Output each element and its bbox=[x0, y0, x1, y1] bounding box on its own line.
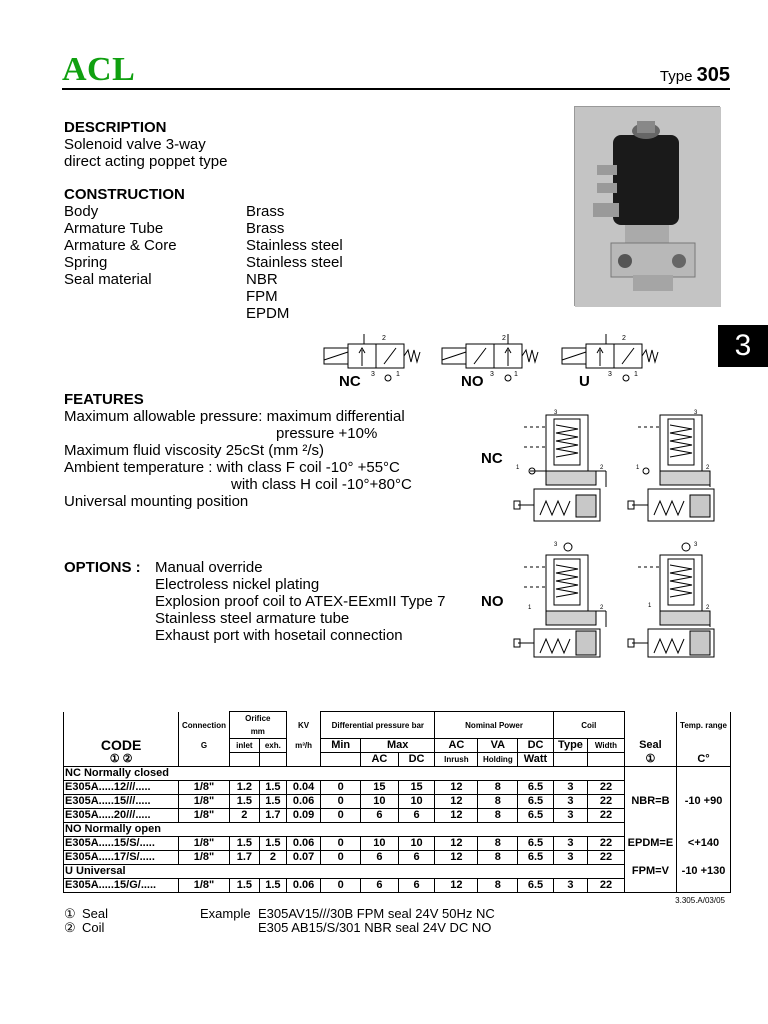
table-cell: 1/8" bbox=[179, 837, 230, 851]
table-group-title: U Universal bbox=[64, 865, 625, 879]
description-line: Solenoid valve 3-way bbox=[64, 136, 206, 153]
table-cell: 10 bbox=[398, 795, 435, 809]
table-cell: 0 bbox=[321, 837, 361, 851]
option-line: Exhaust port with hosetail connection bbox=[155, 627, 403, 644]
feature-line: Ambient temperature : with class F coil -10° +55°C bbox=[64, 459, 400, 476]
table-cell: 8 bbox=[478, 837, 518, 851]
port-label: 1 bbox=[514, 371, 518, 378]
port-label: 3 bbox=[694, 410, 698, 416]
table-cell: 12 bbox=[435, 851, 478, 865]
port-label: 1 bbox=[396, 371, 400, 378]
port-label: 1 bbox=[528, 605, 532, 611]
section-tab: 3 bbox=[718, 325, 768, 367]
table-group-row bbox=[64, 767, 731, 781]
footnote-example-title bbox=[200, 921, 258, 935]
code-cell: E305A.....17/S/..... bbox=[64, 851, 179, 865]
table-cell: NBR=B bbox=[624, 795, 676, 809]
table-header-cell bbox=[229, 753, 259, 767]
option-line: Stainless steel armature tube bbox=[155, 610, 350, 627]
table-cell bbox=[624, 823, 676, 837]
option-line: Explosion proof coil to ATEX-EExmII Type 7 bbox=[155, 593, 446, 610]
table-cell: 1.5 bbox=[229, 795, 259, 809]
table-cell bbox=[624, 781, 676, 795]
table-cell: <+140 bbox=[677, 837, 731, 851]
table-cell: 1.5 bbox=[229, 879, 259, 893]
code-cell: E305A.....12///..... bbox=[64, 781, 179, 795]
code-cell: E305A.....15/G/..... bbox=[64, 879, 179, 893]
port-label: 2 bbox=[600, 465, 604, 471]
table-cell: 0 bbox=[321, 795, 361, 809]
port-label: 3 bbox=[490, 371, 494, 378]
table-cell: 2 bbox=[229, 809, 259, 823]
table-cell bbox=[677, 809, 731, 823]
part-material: Stainless steel bbox=[246, 237, 343, 254]
table-cell: 8 bbox=[478, 809, 518, 823]
table-cell: 0.04 bbox=[286, 781, 320, 795]
part-material: NBR bbox=[246, 271, 278, 288]
feature-line: Universal mounting position bbox=[64, 493, 249, 510]
table-cell: 15 bbox=[398, 781, 435, 795]
table-header-cell: DC bbox=[518, 739, 554, 753]
table-cell: 3 bbox=[553, 879, 587, 893]
table-cell: 0 bbox=[321, 809, 361, 823]
symbol-no bbox=[442, 334, 538, 368]
table-header-cell bbox=[259, 753, 286, 767]
footnote-example: E305AV15///30B FPM seal 24V 50Hz NC bbox=[258, 906, 495, 921]
table-header-cell: Min bbox=[321, 739, 361, 753]
footnotes bbox=[64, 907, 564, 935]
table-header-cell: ① ② bbox=[64, 753, 179, 767]
table-cell: 3 bbox=[553, 837, 587, 851]
footnote-label: Coil bbox=[82, 920, 105, 935]
table-cell bbox=[624, 879, 676, 893]
table-cell: 8 bbox=[478, 851, 518, 865]
table-cell: 8 bbox=[478, 781, 518, 795]
table-cell: 0.06 bbox=[286, 837, 320, 851]
option-line: Electroless nickel plating bbox=[155, 576, 320, 593]
header-rule bbox=[62, 88, 730, 90]
symbol-nc bbox=[324, 334, 420, 368]
table-header-cell: Width bbox=[588, 739, 625, 753]
table-cell: 6.5 bbox=[518, 879, 554, 893]
diagram-label-nc: NC bbox=[481, 450, 503, 467]
diagram-nc-2 bbox=[628, 415, 714, 521]
port-label: 1 bbox=[634, 371, 638, 378]
feature-line: pressure +10% bbox=[276, 425, 378, 442]
footnote-example: E305 AB15/S/301 NBR seal 24V DC NO bbox=[258, 920, 492, 935]
code-table bbox=[63, 711, 731, 893]
table-group-row bbox=[64, 823, 731, 837]
part-name bbox=[64, 288, 246, 305]
construction-section bbox=[64, 186, 384, 322]
table-row bbox=[64, 851, 731, 865]
table-cell: 6 bbox=[361, 851, 399, 865]
part-material: EPDM bbox=[246, 305, 290, 322]
table-header-cell: inlet bbox=[229, 739, 259, 753]
table-header-cell: Coil bbox=[553, 712, 624, 739]
footnote-mark: ① bbox=[64, 906, 76, 921]
table-cell: 12 bbox=[435, 837, 478, 851]
part-name: Armature Tube bbox=[64, 220, 164, 237]
table-header-cell bbox=[553, 753, 587, 767]
table-cell: 1.5 bbox=[259, 781, 286, 795]
table-header-cell: DC bbox=[398, 753, 435, 767]
table-cell: 6 bbox=[398, 879, 435, 893]
table-header-cell bbox=[64, 712, 179, 739]
port-label: 2 bbox=[502, 335, 506, 342]
table-cell: 12 bbox=[435, 781, 478, 795]
footnote-example-title: Example bbox=[200, 906, 251, 921]
port-label: 2 bbox=[382, 335, 386, 342]
table-cell: EPDM=E bbox=[624, 837, 676, 851]
construction-row bbox=[64, 305, 384, 322]
port-label: 1 bbox=[516, 465, 520, 471]
port-label: 1 bbox=[636, 465, 640, 471]
part-material: Stainless steel bbox=[246, 254, 343, 271]
port-label: 2 bbox=[706, 605, 710, 611]
cross-section-diagrams bbox=[510, 405, 720, 680]
table-cell: 6 bbox=[361, 879, 399, 893]
options-section bbox=[64, 559, 484, 644]
table-header-cell: Watt bbox=[518, 753, 554, 767]
table-cell bbox=[677, 879, 731, 893]
table-header-cell: exh. bbox=[259, 739, 286, 753]
table-cell bbox=[624, 767, 676, 781]
options-list bbox=[155, 559, 445, 644]
table-cell: 1.7 bbox=[259, 809, 286, 823]
port-label: 2 bbox=[600, 605, 604, 611]
table-group-row bbox=[64, 865, 731, 879]
table-header-cell: AC bbox=[361, 753, 399, 767]
table-cell bbox=[624, 809, 676, 823]
table-cell: 12 bbox=[435, 879, 478, 893]
table-header-cell: ① bbox=[624, 753, 676, 767]
table-header-cell: G bbox=[179, 739, 230, 753]
part-name: Body bbox=[64, 203, 99, 220]
table-header-cell: Connection bbox=[179, 712, 230, 739]
table-cell: 1/8" bbox=[179, 809, 230, 823]
table-cell: 2 bbox=[259, 851, 286, 865]
code-cell: E305A.....15///..... bbox=[64, 795, 179, 809]
table-cell: 15 bbox=[361, 781, 399, 795]
table-row bbox=[64, 879, 731, 893]
construction-row bbox=[64, 271, 384, 288]
table-cell: 3 bbox=[553, 781, 587, 795]
valve-symbols bbox=[318, 330, 670, 392]
table-cell: 10 bbox=[361, 795, 399, 809]
table-header-cell: Temp. range bbox=[677, 712, 731, 739]
footnote-mark: ② bbox=[64, 920, 76, 935]
table-cell: 10 bbox=[398, 837, 435, 851]
table-cell: 6.5 bbox=[518, 781, 554, 795]
table-header-cell: Inrush bbox=[435, 753, 478, 767]
options-title: OPTIONS : bbox=[64, 559, 141, 576]
table-header-cell: Seal bbox=[624, 739, 676, 753]
table-row bbox=[64, 809, 731, 823]
features-section bbox=[64, 391, 474, 510]
footnote-row bbox=[64, 921, 564, 935]
diagram-label-no: NO bbox=[481, 593, 504, 610]
part-name: Seal material bbox=[64, 271, 152, 288]
table-cell: 0.07 bbox=[286, 851, 320, 865]
table-header-cell bbox=[624, 712, 676, 739]
table-header-cell: VA bbox=[478, 739, 518, 753]
port-label: 2 bbox=[622, 335, 626, 342]
table-row bbox=[64, 781, 731, 795]
part-name: Armature & Core bbox=[64, 237, 177, 254]
solenoid-valve-image bbox=[575, 107, 721, 307]
table-header-cell bbox=[677, 739, 731, 753]
code-cell: E305A.....15/S/..... bbox=[64, 837, 179, 851]
construction-title: CONSTRUCTION bbox=[64, 186, 185, 203]
type-number: 305 bbox=[696, 64, 730, 86]
table-header-cell bbox=[321, 753, 361, 767]
table-cell: 3 bbox=[553, 851, 587, 865]
part-material: Brass bbox=[246, 203, 285, 220]
table-cell: -10 +130 bbox=[677, 865, 731, 879]
document-reference: 3.305.A/03/05 bbox=[675, 896, 725, 905]
table-row bbox=[64, 795, 731, 809]
table-header-cell: KV bbox=[286, 712, 320, 739]
table-cell: 8 bbox=[478, 879, 518, 893]
table-cell: 1.2 bbox=[229, 781, 259, 795]
construction-row bbox=[64, 288, 384, 305]
description-line: direct acting poppet type bbox=[64, 153, 228, 170]
table-cell: 0 bbox=[321, 781, 361, 795]
table-cell: 12 bbox=[435, 809, 478, 823]
table-cell: 1.5 bbox=[259, 837, 286, 851]
table-cell: 6 bbox=[361, 809, 399, 823]
table-cell: 6.5 bbox=[518, 809, 554, 823]
construction-row bbox=[64, 254, 384, 271]
part-name: Spring bbox=[64, 254, 108, 271]
table-cell: 3 bbox=[553, 795, 587, 809]
symbol-u bbox=[562, 334, 658, 368]
port-label: 3 bbox=[554, 410, 558, 416]
table-cell: 22 bbox=[588, 879, 625, 893]
table-cell: FPM=V bbox=[624, 865, 676, 879]
table-cell: 8 bbox=[478, 795, 518, 809]
construction-list bbox=[64, 203, 384, 322]
table-cell: 22 bbox=[588, 795, 625, 809]
features-title: FEATURES bbox=[64, 391, 144, 408]
symbol-label-no: NO bbox=[461, 373, 484, 390]
product-photo bbox=[574, 106, 720, 306]
option-line: Manual override bbox=[155, 559, 263, 576]
port-label: 3 bbox=[694, 542, 698, 548]
table-cell: 1/8" bbox=[179, 781, 230, 795]
table-cell: 0 bbox=[321, 879, 361, 893]
port-label: 3 bbox=[608, 371, 612, 378]
table-cell: 10 bbox=[361, 837, 399, 851]
port-label: 3 bbox=[371, 371, 375, 378]
table-cell: 1.5 bbox=[259, 795, 286, 809]
table-cell: 6.5 bbox=[518, 837, 554, 851]
construction-row bbox=[64, 237, 384, 254]
table-cell bbox=[677, 851, 731, 865]
table-header-cell: Holding bbox=[478, 753, 518, 767]
table-header-cell: Max bbox=[361, 739, 435, 753]
brand-logo: ACL bbox=[62, 51, 136, 88]
table-cell: 1/8" bbox=[179, 879, 230, 893]
table-cell: 1.5 bbox=[229, 837, 259, 851]
table-header-cell: m³/h bbox=[286, 739, 320, 753]
symbol-label-u: U bbox=[579, 373, 590, 390]
symbol-label-nc: NC bbox=[339, 373, 361, 390]
table-cell: 6.5 bbox=[518, 795, 554, 809]
part-name bbox=[64, 305, 246, 322]
table-header-cell: Differential pressure bar bbox=[321, 712, 435, 739]
table-cell: 22 bbox=[588, 809, 625, 823]
table-header-cell: AC bbox=[435, 739, 478, 753]
table-cell: 6 bbox=[398, 851, 435, 865]
table-header-code: CODE bbox=[64, 739, 179, 753]
table-cell: 0.09 bbox=[286, 809, 320, 823]
table-header-cell: Orifice mm bbox=[229, 712, 286, 739]
table-cell bbox=[677, 781, 731, 795]
table-cell: 22 bbox=[588, 781, 625, 795]
table-cell: 22 bbox=[588, 851, 625, 865]
diagram-nc-1 bbox=[514, 415, 606, 521]
port-label: 1 bbox=[648, 603, 652, 609]
table-cell: 12 bbox=[435, 795, 478, 809]
table-header-cell: Nominal Power bbox=[435, 712, 553, 739]
description-section bbox=[64, 119, 227, 170]
table-cell bbox=[677, 823, 731, 837]
diagram-no-2 bbox=[628, 543, 714, 657]
table-header-cell: C° bbox=[677, 753, 731, 767]
table-cell: 1.7 bbox=[229, 851, 259, 865]
product-type bbox=[660, 64, 730, 87]
description-title: DESCRIPTION bbox=[64, 119, 167, 136]
construction-row bbox=[64, 220, 384, 237]
port-label: 2 bbox=[706, 465, 710, 471]
feature-line: Maximum fluid viscosity 25cSt (mm ²/s) bbox=[64, 442, 325, 459]
table-cell: 0.06 bbox=[286, 795, 320, 809]
table-cell: 6 bbox=[398, 809, 435, 823]
table-row bbox=[64, 837, 731, 851]
feature-line: Maximum allowable pressure: maximum differential bbox=[64, 408, 405, 425]
table-cell: 0.06 bbox=[286, 879, 320, 893]
table-header-cell bbox=[588, 753, 625, 767]
table-cell: 1/8" bbox=[179, 795, 230, 809]
code-cell: E305A.....20///..... bbox=[64, 809, 179, 823]
part-material: Brass bbox=[246, 220, 285, 237]
table-cell bbox=[677, 767, 731, 781]
table-cell: 22 bbox=[588, 837, 625, 851]
port-label: 3 bbox=[554, 542, 558, 548]
code-table-body bbox=[64, 767, 731, 893]
table-header-cell bbox=[286, 753, 320, 767]
table-cell: 1/8" bbox=[179, 851, 230, 865]
table-cell bbox=[624, 851, 676, 865]
footnote-label: Seal bbox=[82, 906, 109, 921]
table-header-cell bbox=[179, 753, 230, 767]
table-cell: 3 bbox=[553, 809, 587, 823]
table-group-title: NO Normally open bbox=[64, 823, 625, 837]
table-group-title: NC Normally closed bbox=[64, 767, 625, 781]
table-cell: 6.5 bbox=[518, 851, 554, 865]
table-cell: 0 bbox=[321, 851, 361, 865]
feature-line: with class H coil -10°+80°C bbox=[231, 476, 412, 493]
table-header-cell: Type bbox=[553, 739, 587, 753]
diagram-no-1 bbox=[514, 543, 606, 657]
construction-row bbox=[64, 203, 384, 220]
table-cell: -10 +90 bbox=[677, 795, 731, 809]
table-cell: 1.5 bbox=[259, 879, 286, 893]
footnote-row bbox=[64, 907, 564, 921]
type-label: Type bbox=[659, 68, 693, 85]
part-material: FPM bbox=[246, 288, 278, 305]
